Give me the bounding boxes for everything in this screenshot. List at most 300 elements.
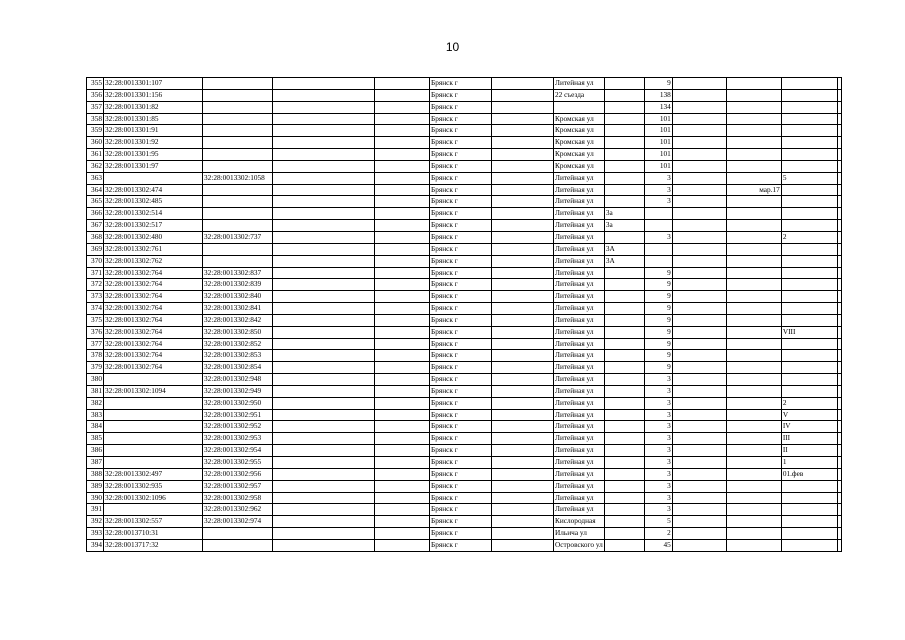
premises-number-cell: 32:28:0013302:854	[203, 362, 273, 374]
city-cell: Брянск г	[430, 291, 492, 303]
city-cell: Брянск г	[430, 362, 492, 374]
cadastral-number-cell	[104, 457, 203, 469]
empty-cell	[273, 137, 375, 149]
house-letter-cell	[604, 528, 644, 540]
street-cell: Литейная ул	[554, 385, 605, 397]
table-row	[87, 433, 842, 445]
table-row	[87, 101, 842, 113]
row-number-cell: 379	[87, 362, 104, 374]
empty-cell	[273, 291, 375, 303]
date-cell	[726, 101, 781, 113]
empty-cell	[492, 184, 554, 196]
empty-cell	[375, 468, 430, 480]
empty-cell	[273, 303, 375, 315]
empty-cell	[492, 267, 554, 279]
empty-cell	[492, 314, 554, 326]
empty-cell	[273, 196, 375, 208]
city-cell: Брянск г	[430, 445, 492, 457]
empty-cell	[672, 101, 726, 113]
empty-cell	[492, 397, 554, 409]
row-number-cell: 372	[87, 279, 104, 291]
empty-cell	[492, 231, 554, 243]
table-row	[87, 516, 842, 528]
premises-number-cell	[203, 149, 273, 161]
house-number-cell: 3	[644, 504, 672, 516]
cadastral-number-cell: 32:28:0013301:91	[104, 125, 203, 137]
street-cell: Литейная ул	[554, 243, 605, 255]
house-number-cell	[644, 255, 672, 267]
empty-cell	[375, 291, 430, 303]
row-number-cell: 381	[87, 385, 104, 397]
empty-cell	[273, 516, 375, 528]
table-body	[87, 78, 842, 552]
cadastral-number-cell: 32:28:0013302:764	[104, 326, 203, 338]
house-letter-cell	[604, 362, 644, 374]
row-number-cell: 367	[87, 220, 104, 232]
empty-cell	[837, 279, 841, 291]
empty-cell	[492, 243, 554, 255]
table-row	[87, 504, 842, 516]
empty-cell	[837, 255, 841, 267]
empty-cell	[672, 113, 726, 125]
empty-cell	[672, 492, 726, 504]
empty-cell	[492, 528, 554, 540]
empty-cell	[492, 374, 554, 386]
flat-cell	[781, 303, 837, 315]
city-cell: Брянск г	[430, 196, 492, 208]
house-letter-cell	[604, 314, 644, 326]
date-cell	[726, 385, 781, 397]
empty-cell	[837, 291, 841, 303]
date-cell	[726, 113, 781, 125]
empty-cell	[273, 480, 375, 492]
premises-number-cell	[203, 78, 273, 90]
empty-cell	[672, 445, 726, 457]
street-cell: Кромская ул	[554, 160, 605, 172]
house-letter-cell	[604, 492, 644, 504]
empty-cell	[672, 291, 726, 303]
empty-cell	[375, 149, 430, 161]
city-cell: Брянск г	[430, 101, 492, 113]
street-cell: Кромская ул	[554, 149, 605, 161]
cadastral-number-cell	[104, 504, 203, 516]
empty-cell	[273, 113, 375, 125]
row-number-cell: 365	[87, 196, 104, 208]
table-row	[87, 184, 842, 196]
flat-cell	[781, 267, 837, 279]
flat-cell	[781, 314, 837, 326]
city-cell: Брянск г	[430, 113, 492, 125]
empty-cell	[837, 492, 841, 504]
house-number-cell: 3	[644, 480, 672, 492]
row-number-cell: 361	[87, 149, 104, 161]
city-cell: Брянск г	[430, 160, 492, 172]
date-cell	[726, 314, 781, 326]
empty-cell	[273, 184, 375, 196]
city-cell: Брянск г	[430, 125, 492, 137]
house-number-cell: 9	[644, 78, 672, 90]
city-cell: Брянск г	[430, 303, 492, 315]
empty-cell	[375, 184, 430, 196]
house-number-cell	[644, 243, 672, 255]
empty-cell	[273, 326, 375, 338]
table-row	[87, 385, 842, 397]
street-cell: Литейная ул	[554, 421, 605, 433]
street-cell: Литейная ул	[554, 492, 605, 504]
row-number-cell: 355	[87, 78, 104, 90]
empty-cell	[375, 113, 430, 125]
empty-cell	[492, 433, 554, 445]
table-row	[87, 303, 842, 315]
empty-cell	[375, 160, 430, 172]
empty-cell	[375, 255, 430, 267]
empty-cell	[273, 208, 375, 220]
house-number-cell: 101	[644, 113, 672, 125]
city-cell: Брянск г	[430, 231, 492, 243]
table-row	[87, 208, 842, 220]
empty-cell	[837, 445, 841, 457]
table-row	[87, 350, 842, 362]
house-letter-cell	[604, 350, 644, 362]
empty-cell	[375, 516, 430, 528]
city-cell: Брянск г	[430, 314, 492, 326]
street-cell: Литейная ул	[554, 303, 605, 315]
date-cell	[726, 504, 781, 516]
flat-cell	[781, 220, 837, 232]
street-cell: Литейная ул	[554, 350, 605, 362]
house-letter-cell	[604, 539, 644, 551]
empty-cell	[492, 504, 554, 516]
date-cell	[726, 279, 781, 291]
flat-cell: IV	[781, 421, 837, 433]
empty-cell	[375, 196, 430, 208]
cadastral-number-cell	[104, 445, 203, 457]
house-number-cell: 9	[644, 314, 672, 326]
date-cell: мар.17	[726, 184, 781, 196]
date-cell	[726, 528, 781, 540]
empty-cell	[837, 196, 841, 208]
house-letter-cell	[604, 468, 644, 480]
empty-cell	[672, 149, 726, 161]
city-cell: Брянск г	[430, 137, 492, 149]
date-cell	[726, 409, 781, 421]
empty-cell	[672, 255, 726, 267]
city-cell: Брянск г	[430, 480, 492, 492]
empty-cell	[672, 243, 726, 255]
empty-cell	[273, 78, 375, 90]
table-row	[87, 492, 842, 504]
flat-cell	[781, 492, 837, 504]
premises-number-cell: 32:28:0013302:737	[203, 231, 273, 243]
premises-number-cell: 32:28:0013302:948	[203, 374, 273, 386]
city-cell: Брянск г	[430, 172, 492, 184]
cadastral-number-cell: 32:28:0013302:764	[104, 303, 203, 315]
cadastral-table	[86, 77, 842, 552]
empty-cell	[837, 172, 841, 184]
empty-cell	[837, 160, 841, 172]
flat-cell	[781, 113, 837, 125]
cadastral-number-cell	[104, 374, 203, 386]
empty-cell	[672, 362, 726, 374]
empty-cell	[837, 303, 841, 315]
premises-number-cell	[203, 208, 273, 220]
table-row	[87, 255, 842, 267]
house-number-cell: 45	[644, 539, 672, 551]
house-number-cell: 101	[644, 137, 672, 149]
street-cell: Литейная ул	[554, 78, 605, 90]
empty-cell	[273, 374, 375, 386]
empty-cell	[492, 385, 554, 397]
empty-cell	[672, 350, 726, 362]
house-number-cell: 3	[644, 184, 672, 196]
house-letter-cell	[604, 172, 644, 184]
premises-number-cell: 32:28:0013302:956	[203, 468, 273, 480]
flat-cell	[781, 125, 837, 137]
house-number-cell: 3	[644, 492, 672, 504]
empty-cell	[273, 279, 375, 291]
cadastral-number-cell: 32:28:0013302:761	[104, 243, 203, 255]
empty-cell	[672, 397, 726, 409]
date-cell	[726, 445, 781, 457]
flat-cell	[781, 374, 837, 386]
empty-cell	[375, 539, 430, 551]
row-number-cell: 359	[87, 125, 104, 137]
flat-cell: III	[781, 433, 837, 445]
empty-cell	[375, 208, 430, 220]
empty-cell	[273, 172, 375, 184]
date-cell	[726, 350, 781, 362]
date-cell	[726, 220, 781, 232]
premises-number-cell	[203, 113, 273, 125]
empty-cell	[492, 78, 554, 90]
flat-cell: II	[781, 445, 837, 457]
flat-cell	[781, 516, 837, 528]
empty-cell	[672, 374, 726, 386]
empty-cell	[837, 208, 841, 220]
street-cell: Литейная ул	[554, 433, 605, 445]
flat-cell: 5	[781, 172, 837, 184]
street-cell: Литейная ул	[554, 362, 605, 374]
row-number-cell: 356	[87, 89, 104, 101]
house-letter-cell	[604, 160, 644, 172]
empty-cell	[492, 160, 554, 172]
premises-number-cell	[203, 528, 273, 540]
empty-cell	[375, 421, 430, 433]
premises-number-cell: 32:28:0013302:955	[203, 457, 273, 469]
empty-cell	[492, 457, 554, 469]
empty-cell	[375, 362, 430, 374]
city-cell: Брянск г	[430, 433, 492, 445]
table-row	[87, 279, 842, 291]
empty-cell	[375, 433, 430, 445]
empty-cell	[492, 409, 554, 421]
premises-number-cell: 32:28:0013302:949	[203, 385, 273, 397]
house-letter-cell	[604, 149, 644, 161]
empty-cell	[273, 101, 375, 113]
premises-number-cell: 32:28:0013302:837	[203, 267, 273, 279]
street-cell: Литейная ул	[554, 445, 605, 457]
empty-cell	[837, 125, 841, 137]
empty-cell	[837, 504, 841, 516]
cadastral-number-cell: 32:28:0013301:92	[104, 137, 203, 149]
empty-cell	[492, 445, 554, 457]
empty-cell	[837, 326, 841, 338]
table-row	[87, 397, 842, 409]
premises-number-cell: 32:28:0013302:953	[203, 433, 273, 445]
table-row	[87, 78, 842, 90]
street-cell: Литейная ул	[554, 326, 605, 338]
table-row	[87, 113, 842, 125]
empty-cell	[837, 338, 841, 350]
cadastral-number-cell: 32:28:0013302:514	[104, 208, 203, 220]
house-letter-cell	[604, 125, 644, 137]
table-row	[87, 314, 842, 326]
flat-cell	[781, 137, 837, 149]
empty-cell	[375, 137, 430, 149]
cadastral-number-cell: 32:28:0013301:85	[104, 113, 203, 125]
house-number-cell: 9	[644, 338, 672, 350]
date-cell	[726, 255, 781, 267]
street-cell: Литейная ул	[554, 291, 605, 303]
house-letter-cell	[604, 137, 644, 149]
house-number-cell: 101	[644, 149, 672, 161]
premises-number-cell: 32:28:0013302:962	[203, 504, 273, 516]
cadastral-number-cell: 32:28:0013302:762	[104, 255, 203, 267]
empty-cell	[492, 125, 554, 137]
empty-cell	[375, 231, 430, 243]
house-letter-cell	[604, 303, 644, 315]
street-cell: Ильича ул	[554, 528, 605, 540]
empty-cell	[672, 326, 726, 338]
empty-cell	[837, 539, 841, 551]
empty-cell	[837, 421, 841, 433]
empty-cell	[375, 338, 430, 350]
flat-cell	[781, 255, 837, 267]
date-cell	[726, 137, 781, 149]
cadastral-number-cell: 32:28:0013302:764	[104, 291, 203, 303]
empty-cell	[672, 78, 726, 90]
empty-cell	[492, 492, 554, 504]
city-cell: Брянск г	[430, 338, 492, 350]
city-cell: Брянск г	[430, 492, 492, 504]
date-cell	[726, 492, 781, 504]
empty-cell	[837, 137, 841, 149]
row-number-cell: 368	[87, 231, 104, 243]
table-row	[87, 196, 842, 208]
empty-cell	[492, 113, 554, 125]
date-cell	[726, 208, 781, 220]
cadastral-number-cell: 32:28:0013301:156	[104, 89, 203, 101]
empty-cell	[492, 279, 554, 291]
flat-cell: 01.фев	[781, 468, 837, 480]
flat-cell: V	[781, 409, 837, 421]
date-cell	[726, 468, 781, 480]
table-row	[87, 528, 842, 540]
premises-number-cell	[203, 137, 273, 149]
cadastral-number-cell: 32:28:0013302:764	[104, 279, 203, 291]
house-number-cell: 9	[644, 303, 672, 315]
cadastral-number-cell: 32:28:0013301:95	[104, 149, 203, 161]
empty-cell	[492, 137, 554, 149]
street-cell: Литейная ул	[554, 504, 605, 516]
table-row	[87, 468, 842, 480]
empty-cell	[375, 374, 430, 386]
row-number-cell: 382	[87, 397, 104, 409]
house-number-cell: 3	[644, 172, 672, 184]
empty-cell	[837, 409, 841, 421]
table-row	[87, 291, 842, 303]
premises-number-cell	[203, 184, 273, 196]
empty-cell	[273, 243, 375, 255]
street-cell: Литейная ул	[554, 255, 605, 267]
table-row	[87, 220, 842, 232]
row-number-cell: 375	[87, 314, 104, 326]
empty-cell	[375, 504, 430, 516]
house-letter-cell	[604, 184, 644, 196]
cadastral-number-cell: 32:28:0013301:82	[104, 101, 203, 113]
empty-cell	[672, 457, 726, 469]
empty-cell	[492, 326, 554, 338]
city-cell: Брянск г	[430, 397, 492, 409]
empty-cell	[672, 314, 726, 326]
empty-cell	[273, 445, 375, 457]
house-number-cell: 2	[644, 528, 672, 540]
house-letter-cell	[604, 326, 644, 338]
cadastral-number-cell: 32:28:0013302:1094	[104, 385, 203, 397]
empty-cell	[672, 480, 726, 492]
house-number-cell: 9	[644, 350, 672, 362]
empty-cell	[273, 457, 375, 469]
flat-cell	[781, 160, 837, 172]
house-letter-cell	[604, 101, 644, 113]
empty-cell	[375, 267, 430, 279]
house-number-cell: 3	[644, 385, 672, 397]
table-row	[87, 480, 842, 492]
empty-cell	[837, 468, 841, 480]
empty-cell	[492, 101, 554, 113]
empty-cell	[273, 528, 375, 540]
cadastral-number-cell: 32:28:0013302:497	[104, 468, 203, 480]
house-number-cell: 134	[644, 101, 672, 113]
empty-cell	[273, 385, 375, 397]
date-cell	[726, 303, 781, 315]
city-cell: Брянск г	[430, 468, 492, 480]
row-number-cell: 373	[87, 291, 104, 303]
date-cell	[726, 243, 781, 255]
house-letter-cell	[604, 231, 644, 243]
cadastral-number-cell: 32:28:0013302:517	[104, 220, 203, 232]
row-number-cell: 390	[87, 492, 104, 504]
empty-cell	[273, 338, 375, 350]
cadastral-number-cell	[104, 397, 203, 409]
house-letter-cell	[604, 291, 644, 303]
city-cell: Брянск г	[430, 457, 492, 469]
flat-cell	[781, 338, 837, 350]
house-letter-cell: 3А	[604, 255, 644, 267]
empty-cell	[837, 220, 841, 232]
city-cell: Брянск г	[430, 184, 492, 196]
date-cell	[726, 291, 781, 303]
empty-cell	[273, 149, 375, 161]
house-letter-cell	[604, 409, 644, 421]
house-letter-cell: 3А	[604, 243, 644, 255]
page-number: 10	[445, 40, 460, 54]
flat-cell: VIII	[781, 326, 837, 338]
house-number-cell: 9	[644, 279, 672, 291]
city-cell: Брянск г	[430, 326, 492, 338]
table-row	[87, 149, 842, 161]
flat-cell	[781, 291, 837, 303]
